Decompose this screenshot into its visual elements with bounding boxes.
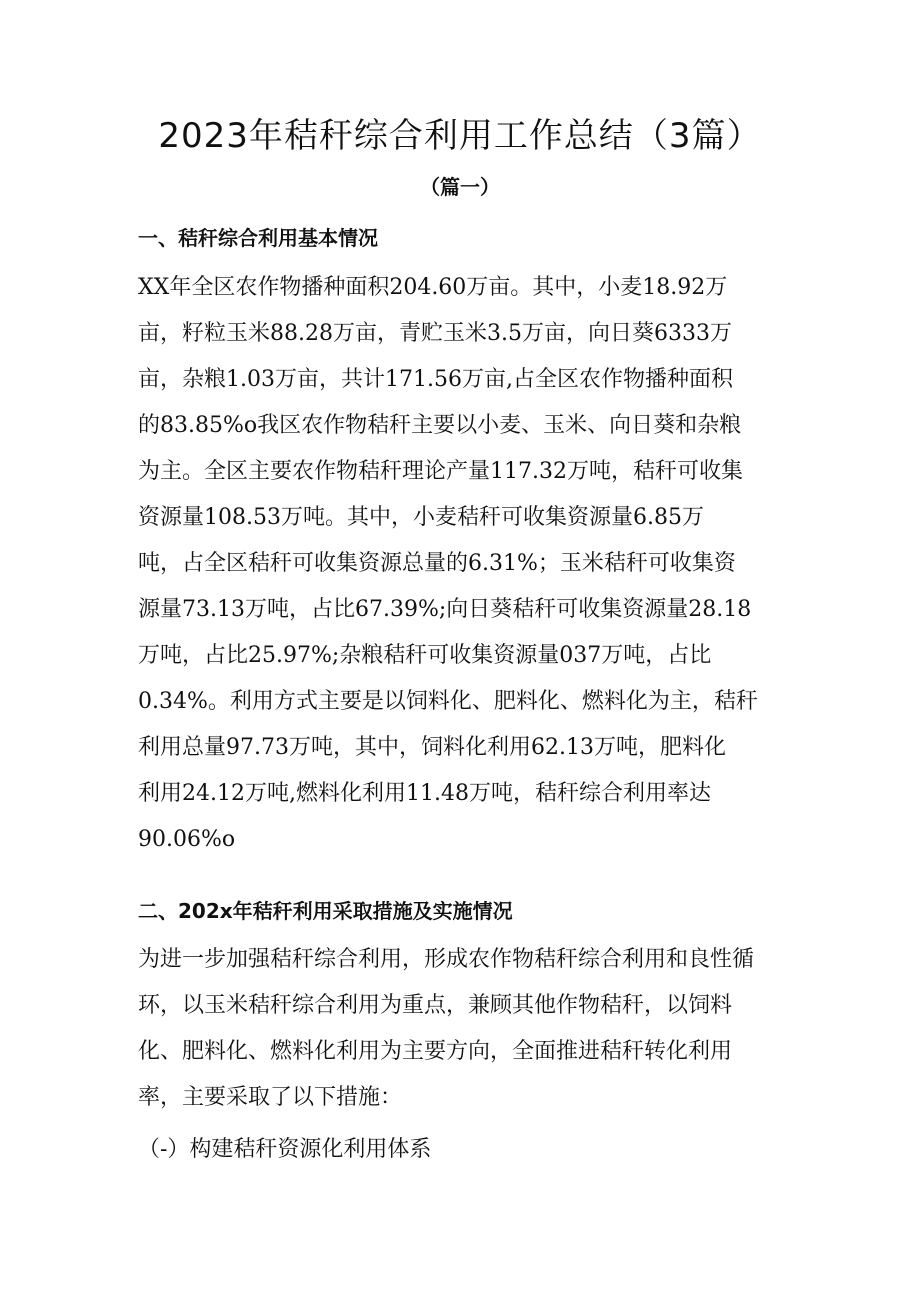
- section-1-line: 的83.85%o我区农作物秸秆主要以小麦、玉米、向日葵和杂粮: [138, 413, 742, 438]
- section-2-heading: 二、202x年秸秆利用采取措施及实施情况: [138, 899, 513, 923]
- section-2-line: 为进一步加强秸秆综合利用，形成农作物秸秆综合利用和良性循: [138, 947, 755, 972]
- section-1-line: 吨，占全区秸秆可收集资源总量的6.31%；玉米秸秆可收集资: [138, 551, 736, 576]
- section-2-line: 率，主要采取了以下措施：: [138, 1085, 403, 1110]
- section-1-line: 利用总量97.73万吨，其中，饲料化利用62.13万吨，肥料化: [138, 735, 726, 760]
- section-1-line: 90.06%o: [138, 827, 236, 852]
- section-1-line: 0.34%。利用方式主要是以饲料化、肥料化、燃料化为主，秸秆: [138, 689, 758, 714]
- section-2-sub-heading: （-）构建秸秆资源化利用体系: [138, 1137, 432, 1162]
- section-1-line: 为主。全区主要农作物秸秆理论产量117.32万吨，秸秆可收集: [138, 459, 743, 484]
- section-1-line: 利用24.12万吨,燃料化利用11.48万吨，秸秆综合利用率达: [138, 781, 711, 806]
- document-subtitle: （篇一）: [420, 175, 500, 199]
- section-1-line: 万吨，占比25.97%;杂粮秸秆可收集资源量037万吨，占比: [138, 643, 712, 668]
- section-2-line: 环，以玉米秸秆综合利用为重点，兼顾其他作物秸秆，以饲料: [138, 993, 733, 1018]
- section-1-line: 亩，籽粒玉米88.28万亩，青贮玉米3.5万亩，向日葵6333万: [138, 321, 732, 346]
- section-1-line: XX年全区农作物播种面积204.60万亩。其中，小麦18.92万: [138, 275, 728, 300]
- section-1-heading: 一、秸秆综合利用基本情况: [138, 226, 378, 250]
- section-1-line: 资源量108.53万吨。其中，小麦秸秆可收集资源量6.85万: [138, 505, 704, 530]
- section-1-line: 源量73.13万吨，占比67.39%;向日葵秸秆可收集资源量28.18: [138, 597, 752, 622]
- section-1-line: 亩，杂粮1.03万亩，共计171.56万亩,占全区农作物播种面积: [138, 367, 733, 392]
- section-2-line: 化、肥料化、燃料化利用为主要方向，全面推进秸秆转化利用: [138, 1039, 733, 1064]
- document-title: 2023年秸秆综合利用工作总结（3篇）: [158, 116, 762, 156]
